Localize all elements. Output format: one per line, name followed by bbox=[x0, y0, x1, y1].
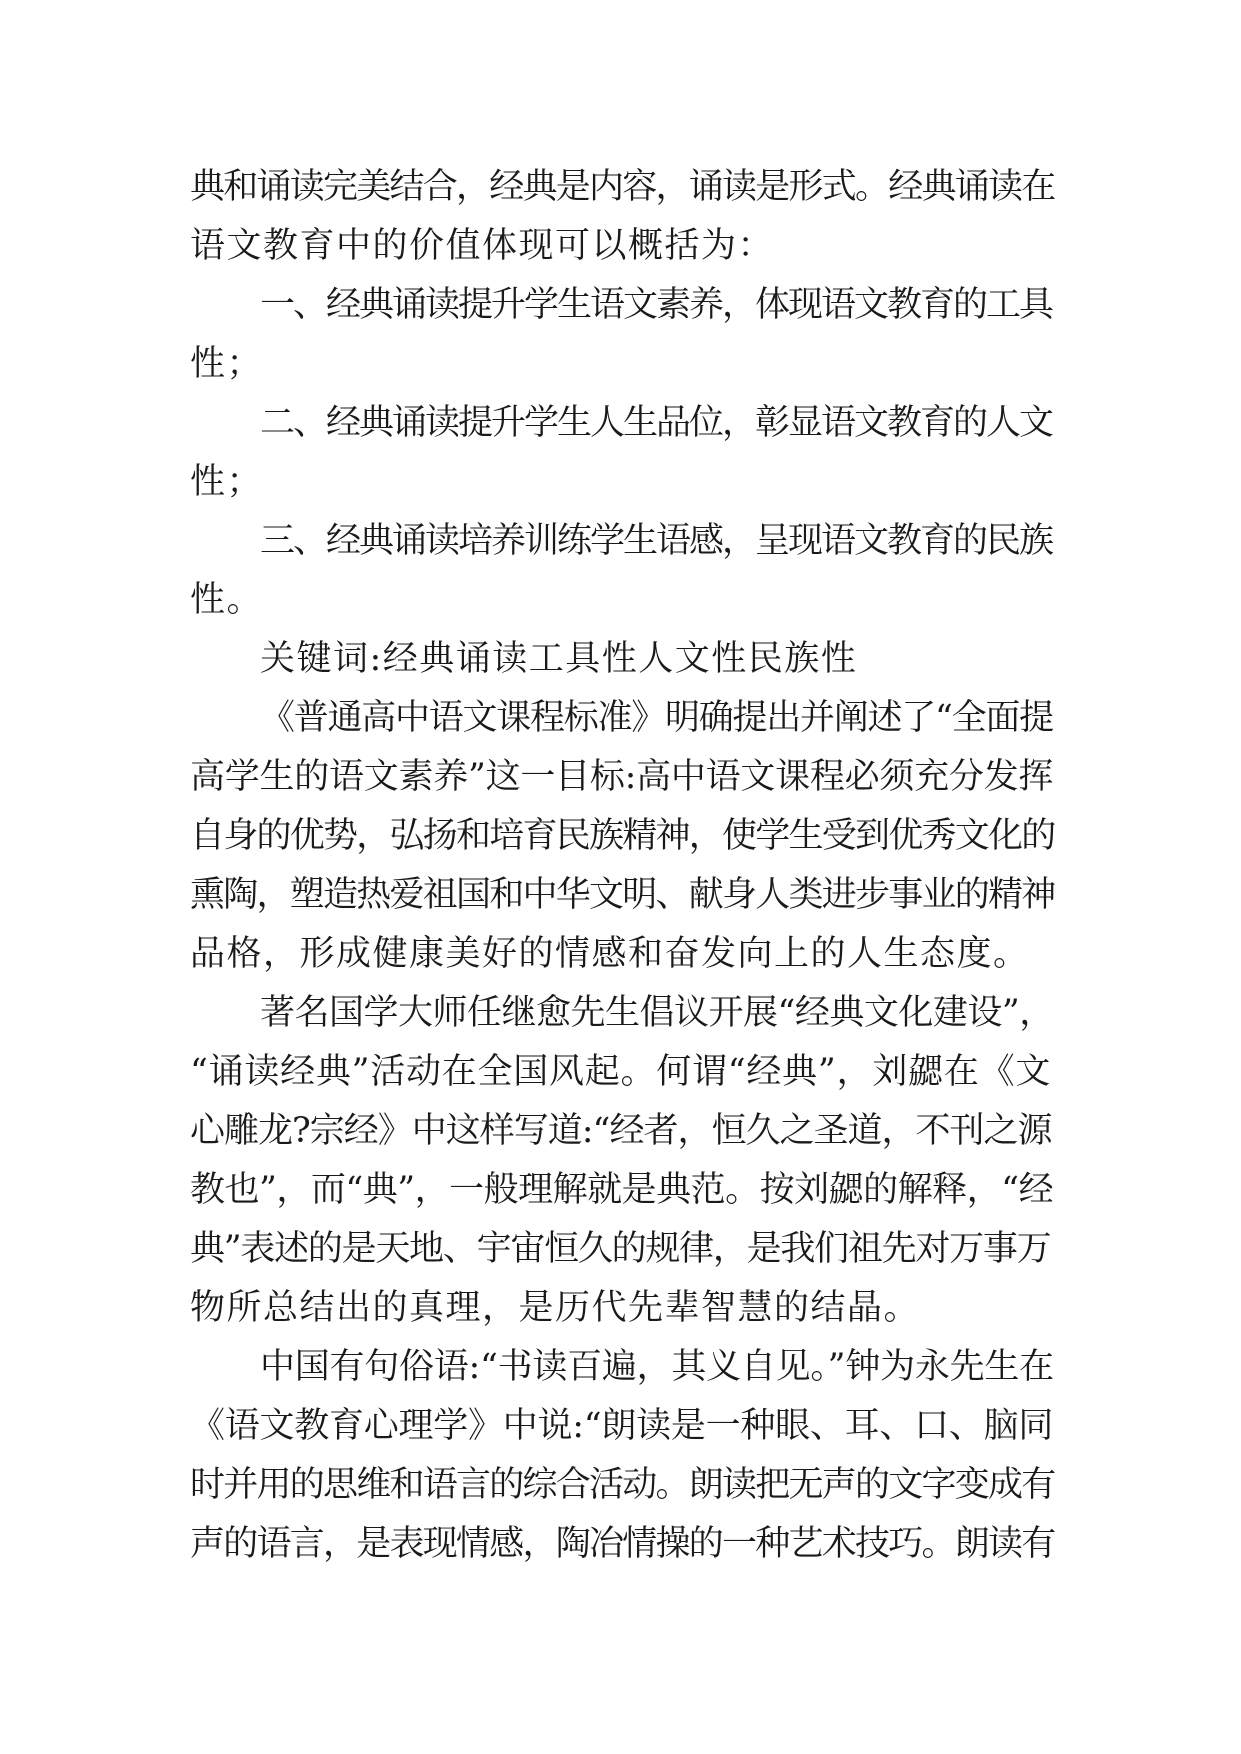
list-item-3-continuation: 性。 bbox=[190, 580, 264, 620]
body-text bbox=[190, 158, 1056, 1574]
list-item-1-continuation: 性； bbox=[190, 344, 264, 384]
list-item-2-continuation: 性； bbox=[190, 462, 264, 502]
paragraph-1-line: 品格，形成健康美好的情感和奋发向上的人生态度。 bbox=[190, 934, 1030, 974]
paragraph-3-line: 时并用的思维和语言的综合活动。朗读把无声的文字变成有 bbox=[190, 1465, 1055, 1505]
paragraph-3-line: 声的语言，是表现情感，陶冶情操的一种艺术技巧。朗读有 bbox=[190, 1524, 1055, 1564]
paragraph-2-line: 典”表述的是天地、宇宙恒久的规律，是我们祖先对万事万 bbox=[190, 1229, 1051, 1269]
paragraph-1-line: 高学生的语文素养”这一目标:高中语文课程必须充分发挥 bbox=[190, 757, 1054, 797]
text-line: 语文教育中的价值体现可以概括为： bbox=[190, 226, 775, 266]
paragraph-2-line: 著名国学大师任继愈先生倡议开展“经典文化建设”， bbox=[260, 993, 1054, 1033]
list-item-3-line: 三、经典诵读培养训练学生语感，呈现语文教育的民族 bbox=[260, 521, 1053, 561]
list-item-1-line: 一、经典诵读提升学生语文素养，体现语文教育的工具 bbox=[260, 285, 1053, 325]
paragraph-1-line: 自身的优势，弘扬和培育民族精神，使学生受到优秀文化的 bbox=[190, 816, 1055, 856]
paragraph-2-line: “诵读经典”活动在全国风起。何谓“经典”，刘勰在《文 bbox=[190, 1052, 1052, 1092]
paragraph-2-line: 心雕龙?宗经》中这样写道:“经者，恒久之圣道，不刊之源 bbox=[190, 1111, 1052, 1151]
text-line: 典和诵读完美结合，经典是内容，诵读是形式。经典诵读在 bbox=[190, 167, 1055, 207]
paragraph-1-line: 熏陶，塑造热爱祖国和中华文明、献身人类进步事业的精神 bbox=[190, 875, 1055, 915]
paragraph-3-line: 《语文教育心理学》中说:“朗读是一种眼、耳、口、脑同 bbox=[190, 1406, 1054, 1446]
paragraph-2-line: 物所总结出的真理，是历代先辈智慧的结晶。 bbox=[190, 1288, 921, 1328]
paragraph-1-line: 《普通高中语文课程标准》明确提出并阐述了“全面提 bbox=[260, 698, 1053, 738]
list-item-2-line: 二、经典诵读提升学生人生品位，彰显语文教育的人文 bbox=[260, 403, 1053, 443]
paragraph-2-line: 教也”，而“典”，一般理解就是典范。按刘勰的解释，“经 bbox=[190, 1170, 1054, 1210]
paragraph-3-line: 中国有句俗语:“书读百遍，其义自见。”钟为永先生在 bbox=[260, 1347, 1054, 1387]
keywords-line: 关键词:经典诵读工具性人文性民族性 bbox=[260, 639, 858, 679]
